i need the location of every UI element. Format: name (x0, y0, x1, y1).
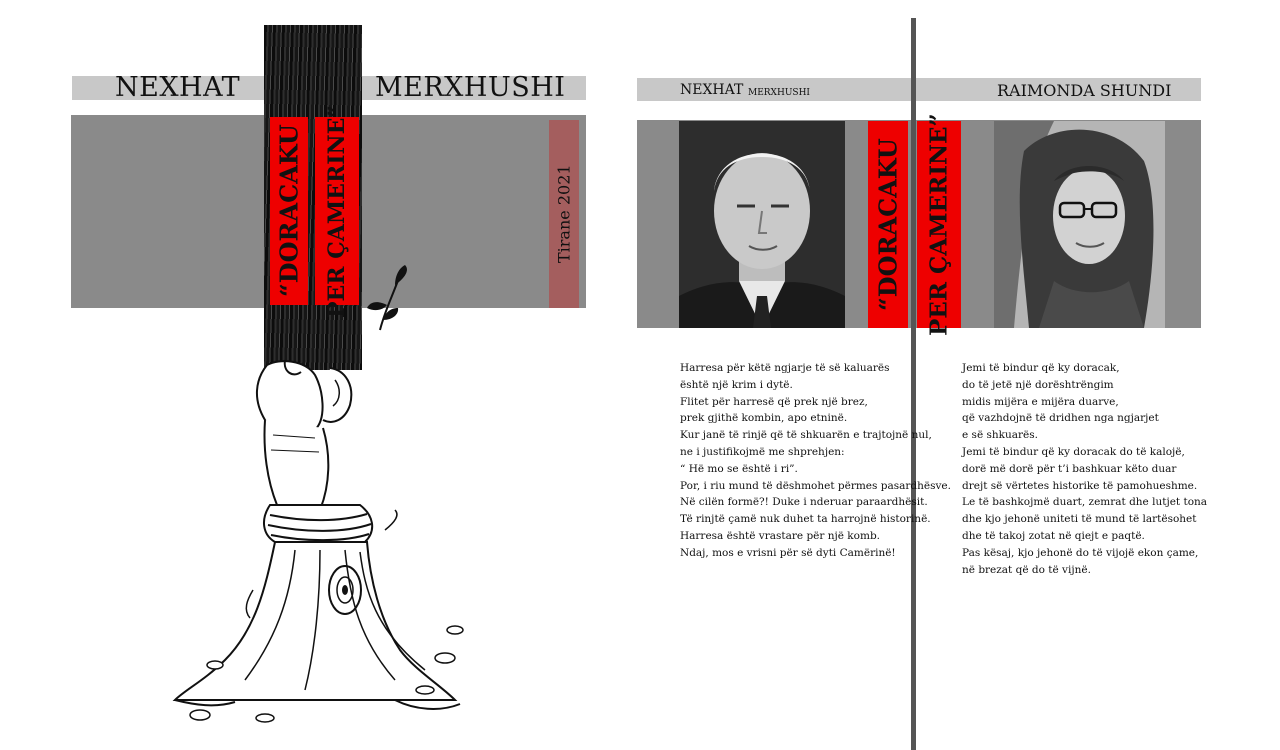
place-year-text: Tirane 2021 (554, 164, 574, 264)
front-author-last-name: MERXHUSHI (375, 72, 566, 103)
poem-line: Jemi të bindur që ky doracak do të kalojë, (962, 445, 1185, 458)
poem-line: prek gjithë kombin, apo etninë. (680, 412, 848, 425)
poem-line: e së shkuarës. (962, 429, 1038, 442)
poem-line: ne i justifikojmë me shprehjen: (680, 445, 845, 458)
poem-line: Por, i riu mund të dëshmohet përmes pasardhësve. (680, 479, 951, 492)
front-author-first-name: NEXHAT (115, 72, 241, 103)
front-title-line-2: PER ÇAMERINE” (324, 104, 350, 318)
poem-line: dhe të takoj zotat në qiejt e paqtë. (962, 529, 1145, 542)
tree-trunk-illustration-icon (155, 260, 485, 730)
poem-line: Flitet për harresë që prek një brez, (680, 395, 868, 408)
portrait-woman-photo-icon (994, 121, 1165, 328)
poem-right (962, 360, 1207, 578)
back-title-line-2: PER ÇAMERINE” (925, 113, 953, 336)
back-author2-name: RAIMONDA SHUNDI (997, 81, 1172, 100)
poem-left (680, 360, 951, 562)
poem-line: do të jetë një dorështrëngim (962, 378, 1114, 391)
poem-line: dorë më dorë për t’i bashkuar këto duar (962, 462, 1177, 475)
poem-line: Pas kësaj, kjo jehonë do të vijojë ekon çame, (962, 546, 1199, 559)
poem-line: është një krim i dytë. (680, 378, 793, 391)
poem-line: midis mijëra e mijëra duarve, (962, 395, 1119, 408)
poem-line: drejt së vërtetes historike të pamohueshme. (962, 479, 1198, 492)
back-title-line-1: “DORACAKU (873, 138, 903, 311)
poem-line: Le të bashkojmë duart, zemrat dhe lutjet tona (962, 496, 1208, 509)
poem-line: që vazhdojnë të dridhen nga ngjarjet (962, 412, 1159, 425)
poem-line: Të rinjtë çamë nuk duhet ta harrojnë historinë. (680, 513, 931, 526)
portrait-man-photo-icon (679, 121, 845, 328)
back-author1-first-name: NEXHAT (680, 82, 744, 98)
poem-line: Në cilën formë?! Duke i nderuar paraardhësit. (680, 496, 928, 509)
poem-line: Harresa është vrastare për një komb. (680, 529, 881, 542)
poem-line: “ Hë mo se është i ri”. (680, 462, 798, 475)
poem-line: Kur janë të rinjë që të shkuarën e trajtojnë nul, (680, 429, 932, 442)
poem-line: Jemi të bindur që ky doracak, (962, 362, 1120, 374)
poem-line: dhe kjo jehonë uniteti të mund të lartësohet (962, 513, 1197, 526)
poem-line: Ndaj, mos e vrisni për së dyti Camërinë! (680, 546, 896, 559)
poem-line: në brezat që do të vijnë. (962, 563, 1091, 576)
back-author1-last-name: MERXHUSHI (748, 88, 810, 98)
front-title-line-1: “DORACAKU (274, 124, 304, 298)
poem-line: Harresa për këtë ngjarje të së kaluarës (680, 362, 890, 374)
